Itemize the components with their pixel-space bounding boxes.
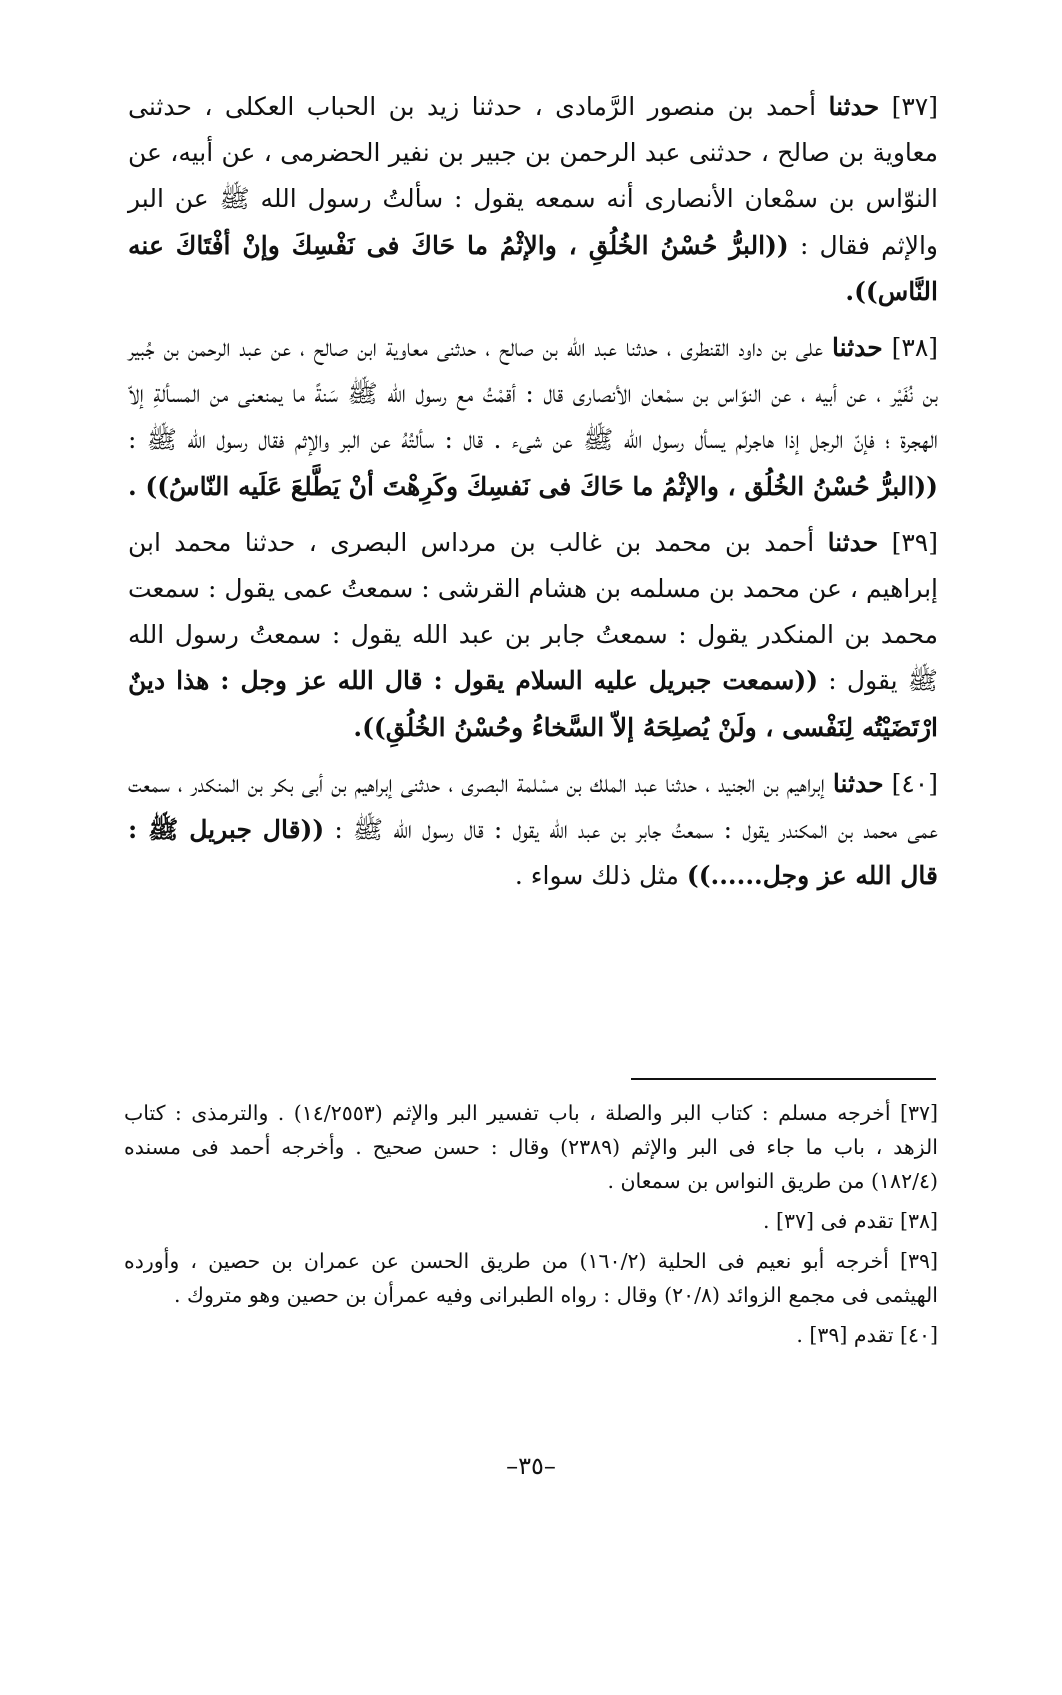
hadith-quote: ((قال جبريل ﷺ : قال الله عز وجل......)) bbox=[128, 815, 938, 891]
hadith-chain: إبراهيم بن الجنيد ، حدثنا عبد الملك بن مسْلمة البصرى ، حدثنى إبراهيم بن أبى بكر بن المنكدر ، سمعت عمى محمد بن المكندر يقول : سمعتُ جابر بن عبد الله يقول : قال رسول الله ﷺ : bbox=[128, 768, 938, 845]
hadith-number: [٣٩] bbox=[891, 527, 938, 557]
footnotes bbox=[124, 1096, 938, 1358]
footnote-separator bbox=[631, 1078, 936, 1080]
page-number: –٣٥– bbox=[506, 1452, 556, 1480]
hadith-quote: ((البرُّ حُسْنُ الخُلُقِ ، والإثْمُ ما حَاكَ فى نَفْسِكَ وإنْ أفْتَاكَ عنه النَّاس)). bbox=[128, 230, 938, 306]
hadith-quote: ((البرُّ حُسْنُ الخُلُق ، والإثْمُ ما حَاكَ فى نَفسِكَ وكَرِهْتَ أنْ يَطَّلعَ عَلَيه النّاسُ)) . bbox=[127, 471, 938, 501]
footnote: [٣٩] أخرجه أبو نعيم فى الحلية (١٦٠/٢) من طريق الحسن عن عمران بن حصين ، وأورده الهيثمى فى مجمع الزوائد (٢٠/٨) وقال : رواه الطبرانى وفيه عمرأن بن حصين وهو متروك . bbox=[124, 1249, 938, 1307]
hadith-lead-word: حدثنا bbox=[828, 92, 880, 121]
hadith-lead-word: حدثنا bbox=[832, 333, 883, 363]
hadith-paragraph bbox=[128, 520, 938, 751]
hadith-chain: على بن داود القنطرى ، حدثنا عبد الله بن صالح ، حدثنى معاوية ابن صالح ، عن عبد الرحمن بن جُبير بن نُفَيْر ، عن أبيه ، عن النوّاس بن سمْعان الأنصارى قال : أقمْتُ مع رسول الله ﷺ سَنةً ما يمنعنى من المسألةِ إلاّ الهجرة ؛ فإنّ الرجل إذا هاجرلم يسأل رسول الله ﷺ عن شىء . قال : سألتُهُ عن البر والإثم فقال رسول الله ﷺ : bbox=[128, 333, 938, 455]
hadith-paragraph bbox=[128, 84, 938, 315]
hadith-quote: ((سمعت جبريل عليه السلام يقول : قال الله عز وجل : هذا دينٌ ارْتَضَيْتُه لِنَفْسى ، ولَنْ يُصلِحَهُ إلاّ السَّخاءُ وحُسْنُ الخُلُقِ)). bbox=[128, 666, 938, 742]
hadith-lead-word: حدثنا bbox=[832, 768, 884, 798]
hadith-number: [٣٨] bbox=[891, 333, 939, 363]
footnote: [٣٨] تقدم فى [٣٧] . bbox=[762, 1209, 938, 1233]
hadith-lead-word: حدثنا bbox=[827, 527, 879, 557]
hadith-chain: أحمد بن منصور الرَّمادى ، حدثنا زيد بن الحباب العكلى ، حدثنى معاوية بن صالح ، حدثنى عبد الرحمن بن جبير بن نفير الحضرمى ، عن أبيه، عن النوّاس بن سمْعان الأنصارى أنه سمعه يقول : سألتُ رسول الله ﷺ عن البر والإثم فقال : bbox=[128, 92, 938, 260]
hadith-number: [٤٠] bbox=[891, 768, 938, 798]
hadith-tail: مثل ذلك سواء . bbox=[514, 861, 679, 891]
hadith-paragraph bbox=[128, 325, 938, 510]
hadith-chain: أحمد بن محمد بن غالب بن مرداس البصرى ، حدثنا محمد ابن إبراهيم ، عن محمد بن مسلمه بن هشام القرشى : سمعتُ عمى يقول : سمعت محمد بن المنكدر يقول : سمعتُ جابر بن عبد الله يقول : سمعتُ رسول الله ﷺ يقول : bbox=[128, 527, 938, 696]
main-text-body bbox=[128, 84, 938, 909]
hadith-paragraph bbox=[128, 761, 938, 900]
footnote: [٤٠] تقدم [٣٩] . bbox=[796, 1323, 938, 1347]
hadith-number: [٣٧] bbox=[891, 92, 938, 121]
footnote: [٣٧] أخرجه مسلم : كتاب البر والصلة ، باب تفسير البر والإثم (١٤/٢٥٥٣) . والترمذى : كتاب الزهد ، باب ما جاء فى البر والإثم (٢٣٨٩) وقال : حسن صحيح . وأخرجه أحمد فى مسنده (١٨٢/٤) من طريق النواس بن سمعان . bbox=[124, 1101, 938, 1193]
